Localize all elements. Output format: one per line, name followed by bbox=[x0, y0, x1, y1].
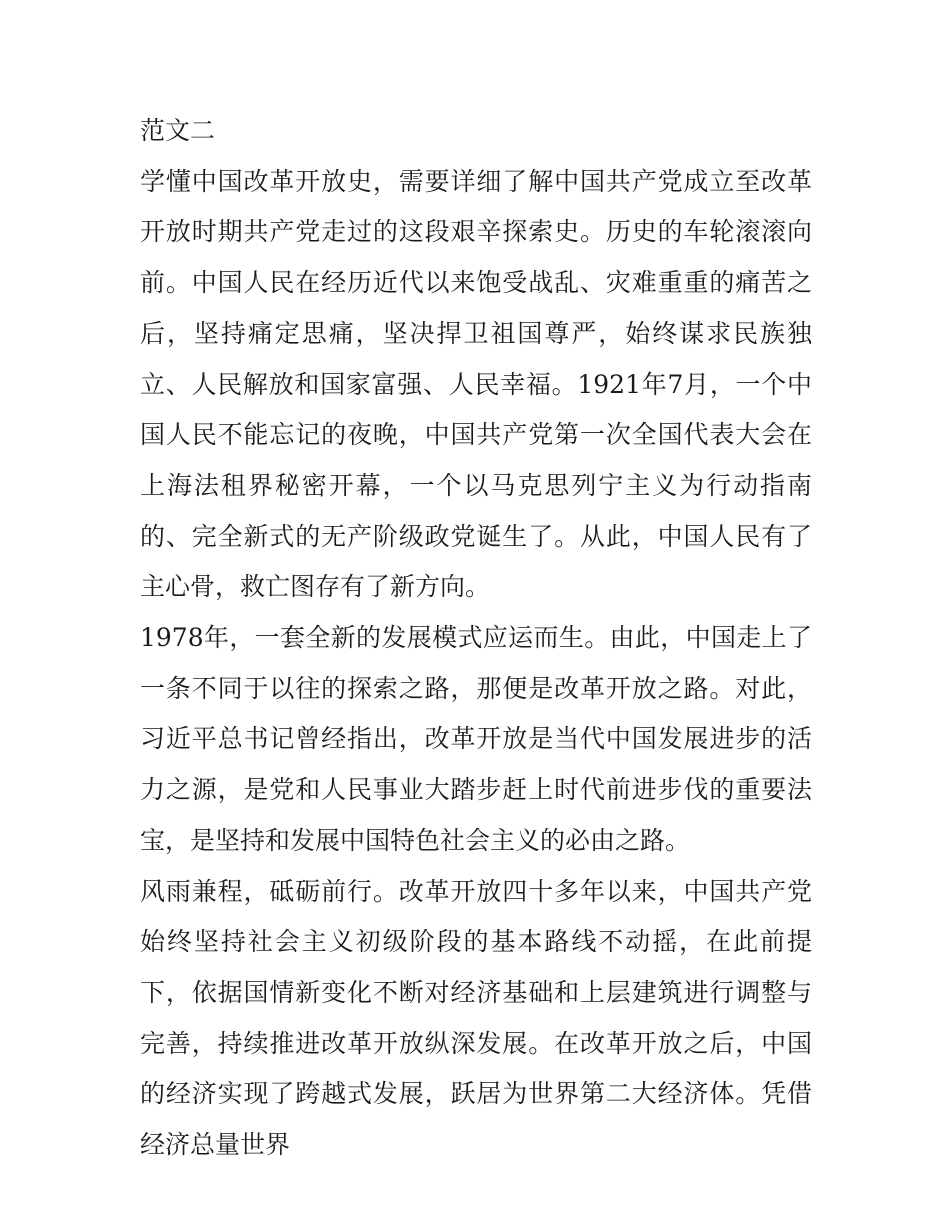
section-heading: 范文二 bbox=[140, 116, 216, 145]
paragraph-reform-1978: 1978年，一套全新的发展模式应运而生。由此，中国走上了一条不同于以往的探索之路，那便是改革开放之路。对此，习近平总书记曾经指出，改革开放是当代中国发展进步的活力之源，是党和人民事业大踏步赶上时代前进步伐的重要法宝，是坚持和发展中国特色社会主义的必由之路。 bbox=[140, 623, 812, 855]
paragraph-history: 学懂中国改革开放史，需要详细了解中国共产党成立至改革开放时期共产党走过的这段艰辛探索史。历史的车轮滚滚向前。中国人民在经历近代以来饱受战乱、灾难重重的痛苦之后，坚持痛定思痛，坚决捍卫祖国尊严，始终谋求民族独立、人民解放和国家富强、人民幸福。1921年7月，一个中国人民不能忘记的夜晚，中国共产党第一次全国代表大会在上海法租界秘密开幕，一个以马克思列宁主义为行动指南的、完全新式的无产阶级政党诞生了。从此，中国人民有了主心骨，救亡图存有了新方向。 bbox=[140, 166, 812, 602]
document-body bbox=[140, 106, 812, 1171]
paragraph-development: 风雨兼程，砥砺前行。改革开放四十多年以来，中国共产党始终坚持社会主义初级阶段的基本路线不动摇，在此前提下，依据国情新变化不断对经济基础和上层建筑进行调整与完善，持续推进改革开放纵深发展。在改革开放之后，中国的经济实现了跨越式发展，跃居为世界第二大经济体。凭借经济总量世界 bbox=[140, 876, 812, 1160]
